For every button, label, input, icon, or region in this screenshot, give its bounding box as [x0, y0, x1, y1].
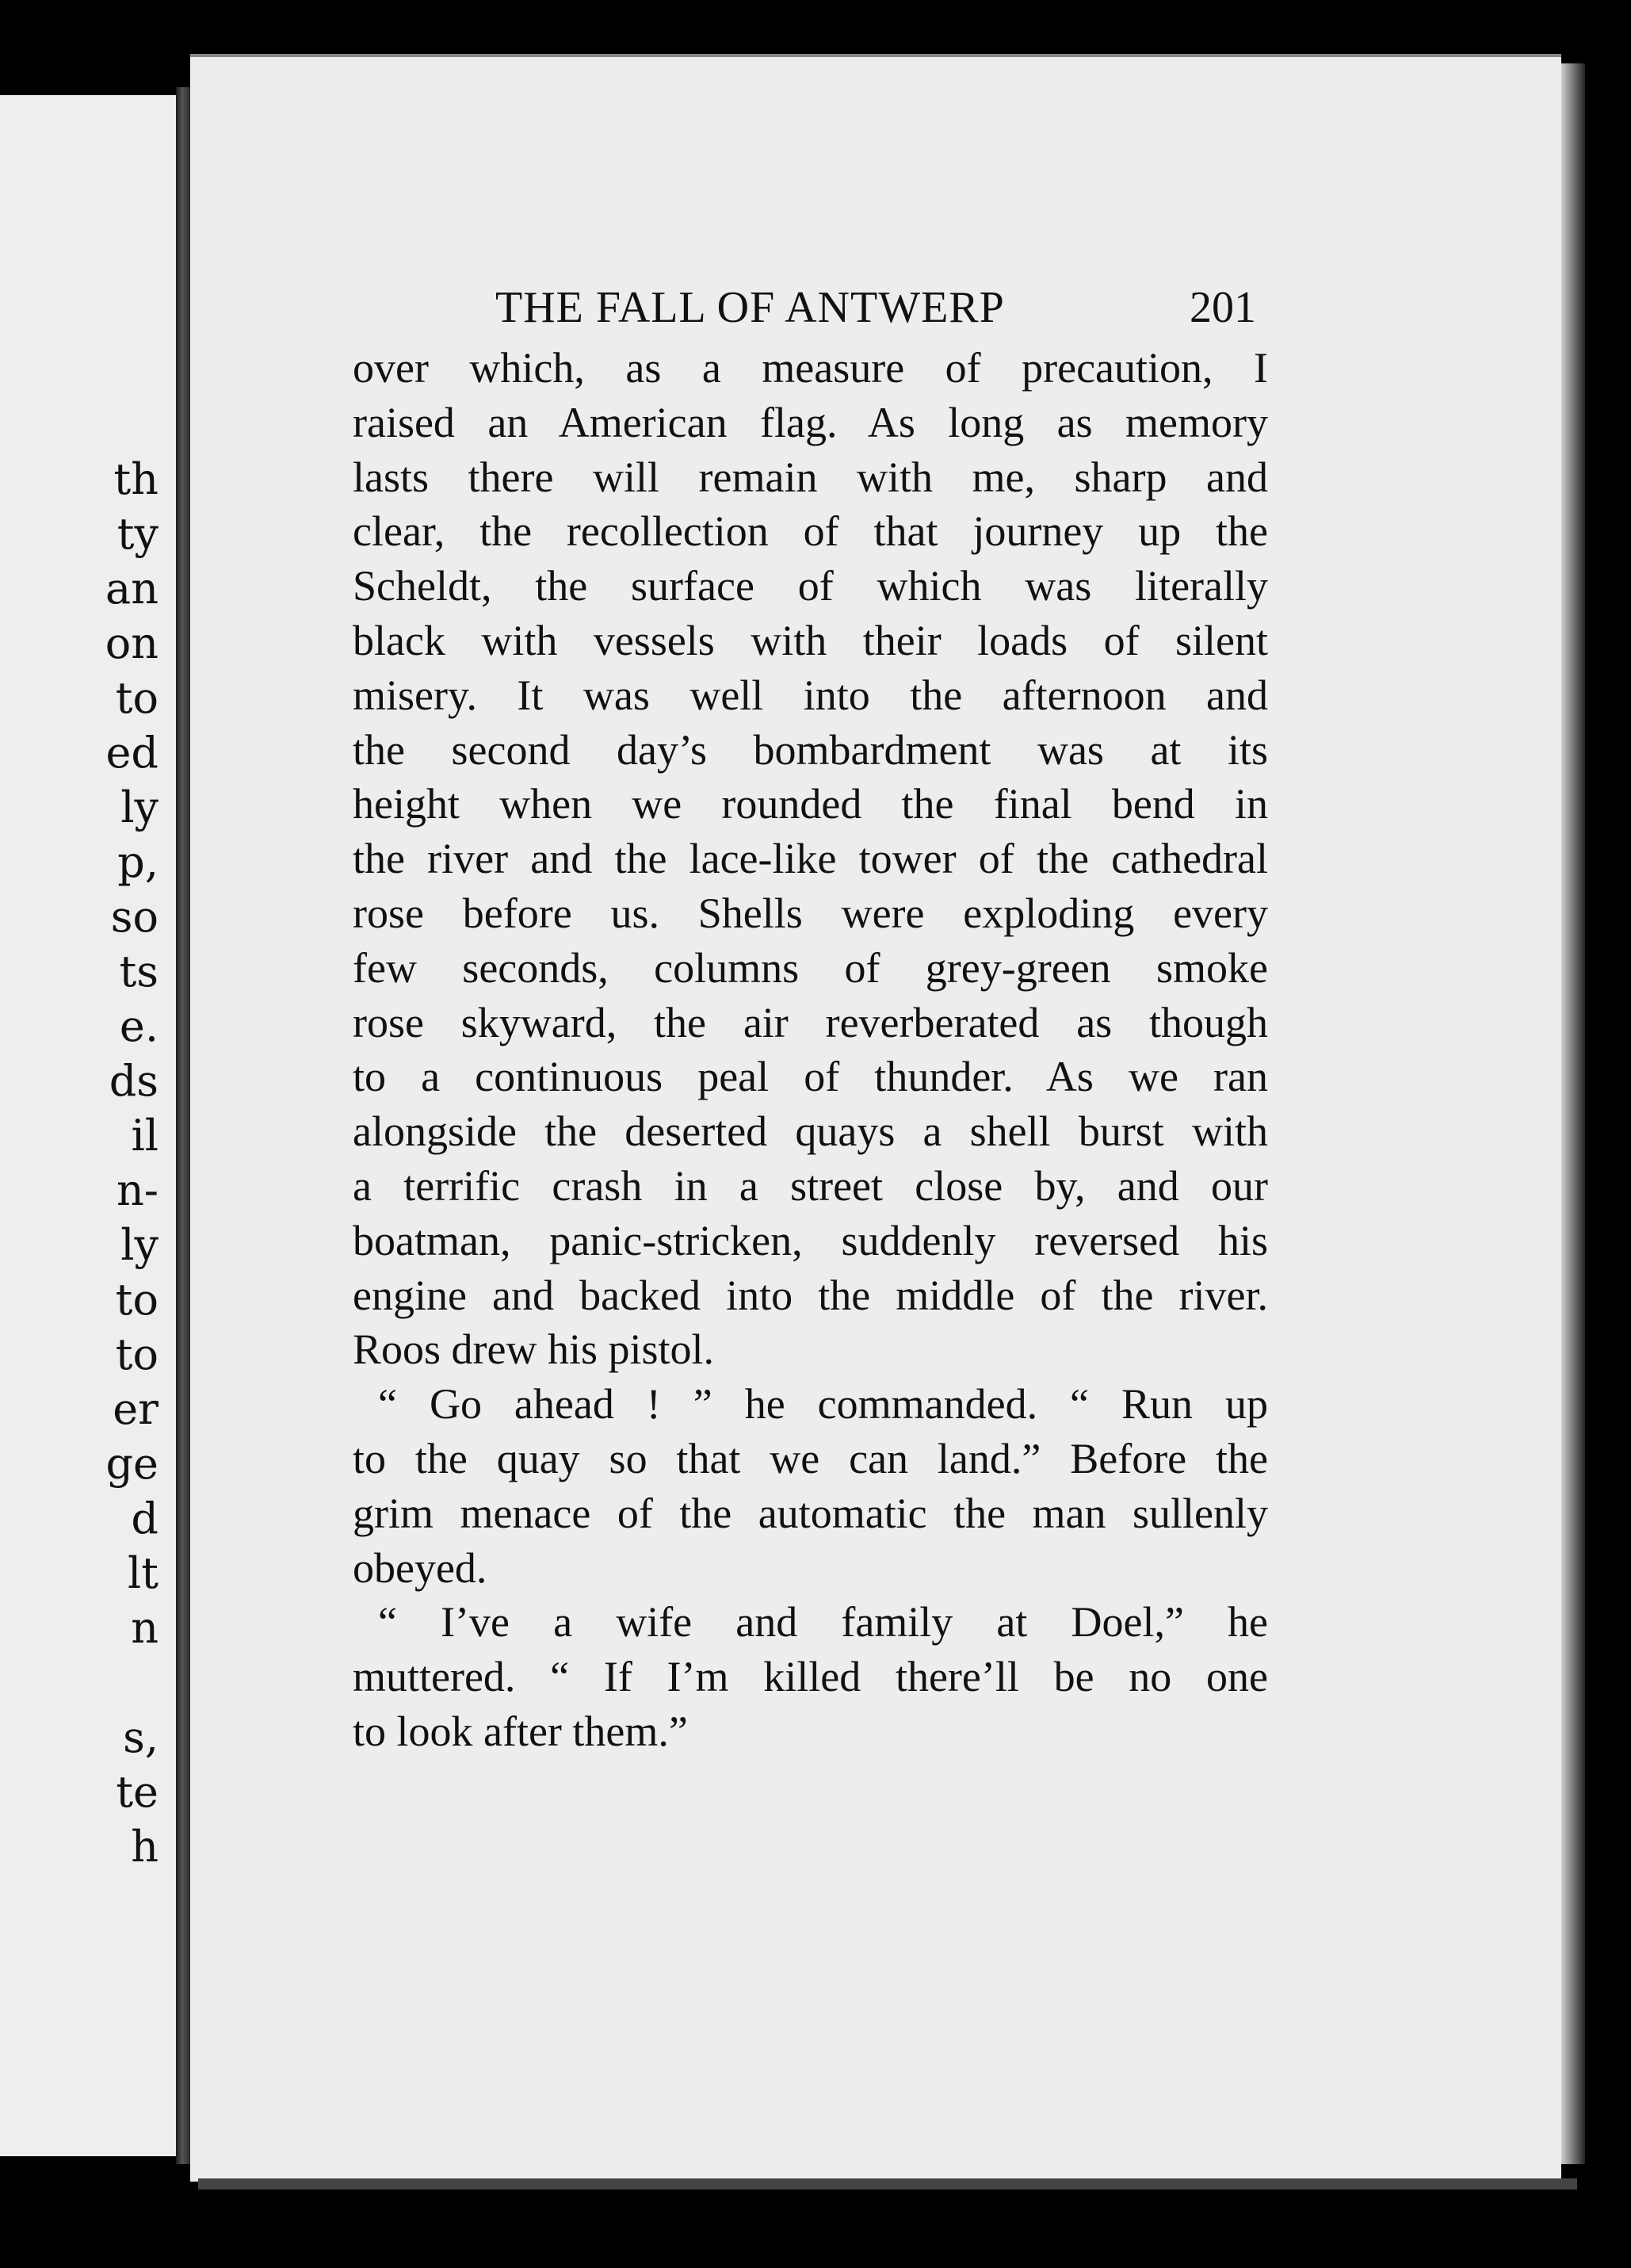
- running-head: THE FALL OF ANTWERP: [495, 283, 1005, 332]
- left-page-fragment: te: [116, 1767, 159, 1817]
- text-line: muttered. “ If I’m killed there’ll be no one: [353, 1653, 1268, 1701]
- left-page-fragment: th: [113, 454, 159, 504]
- page-header: [495, 280, 1256, 335]
- text-line: to a continuous peal of thunder. As we ran: [353, 1053, 1268, 1101]
- left-page-fragment: lt: [128, 1548, 159, 1598]
- left-page-fragment: il: [131, 1111, 159, 1161]
- left-page-fragment: ts: [119, 947, 159, 996]
- text-line: to look after them.”: [353, 1707, 688, 1755]
- left-page-fragment: to: [115, 1275, 159, 1325]
- left-page-fragment: ge: [105, 1439, 159, 1489]
- body-text: [353, 341, 1268, 1759]
- left-page-fragment: ly: [120, 782, 159, 832]
- text-line: to the quay so that we can land.” Before the: [353, 1434, 1268, 1482]
- text-line: grim menace of the automatic the man sullenly: [353, 1489, 1268, 1537]
- left-page-fragment: s,: [123, 1712, 159, 1762]
- book-gutter: [176, 87, 192, 2164]
- left-page-fragment: h: [131, 1822, 159, 1872]
- left-page-fragment: er: [113, 1384, 159, 1434]
- text-line: a terrific crash in a street close by, and our: [353, 1161, 1268, 1210]
- text-line: Scheldt, the surface of which was literally: [353, 562, 1268, 610]
- page-edge: [1561, 63, 1585, 2164]
- text-line: “ I’ve a wife and family at Doel,” he: [378, 1598, 1268, 1646]
- text-line: lasts there will remain with me, sharp and: [353, 453, 1268, 501]
- left-page-fragment: to: [115, 673, 159, 723]
- left-page-fragment: n-: [116, 1165, 159, 1215]
- page-bottom-edge: [198, 2178, 1577, 2190]
- left-page-fragment: ly: [120, 1220, 159, 1270]
- text-line: the second day’s bombardment was at its: [353, 725, 1268, 774]
- text-line: rose before us. Shells were exploding every: [353, 889, 1268, 937]
- left-page-fragment: n: [131, 1603, 159, 1653]
- left-page-fragment: so: [110, 892, 159, 942]
- left-page-fragment: d: [131, 1494, 159, 1543]
- text-line: engine and backed into the middle of the river.: [353, 1271, 1268, 1319]
- text-line: rose skyward, the air reverberated as though: [353, 998, 1268, 1046]
- text-line: black with vessels with their loads of silent: [353, 616, 1268, 664]
- text-line: over which, as a measure of precaution, I: [353, 344, 1268, 392]
- left-page-fragment: ds: [109, 1056, 159, 1106]
- text-line: misery. It was well into the afternoon and: [353, 671, 1268, 719]
- left-page: [0, 95, 181, 2156]
- left-page-fragment: ty: [116, 509, 159, 559]
- text-line: clear, the recollection of that journey up the: [353, 507, 1268, 556]
- left-page-fragment: p,: [117, 837, 159, 887]
- text-line: Roos drew his pistol.: [353, 1325, 715, 1374]
- left-page-fragment: ed: [105, 728, 159, 778]
- text-line: the river and the lace-like tower of the cathedral: [353, 835, 1268, 883]
- text-line: obeyed.: [353, 1543, 487, 1592]
- text-line: height when we rounded the final bend in: [353, 780, 1268, 828]
- left-page-fragment: to: [115, 1329, 159, 1379]
- left-page-fragment: on: [105, 618, 159, 668]
- page-number: 201: [1190, 283, 1256, 332]
- left-page-fragment: an: [105, 564, 159, 614]
- text-line: few seconds, columns of grey-green smoke: [353, 943, 1268, 992]
- text-line: raised an American flag. As long as memory: [353, 398, 1268, 446]
- text-line: boatman, panic-stricken, suddenly reversed his: [353, 1216, 1268, 1264]
- text-line: alongside the deserted quays a shell burst with: [353, 1107, 1268, 1156]
- left-page-fragment: e.: [119, 1001, 159, 1051]
- text-line: “ Go ahead ! ” he commanded. “ Run up: [378, 1380, 1268, 1428]
